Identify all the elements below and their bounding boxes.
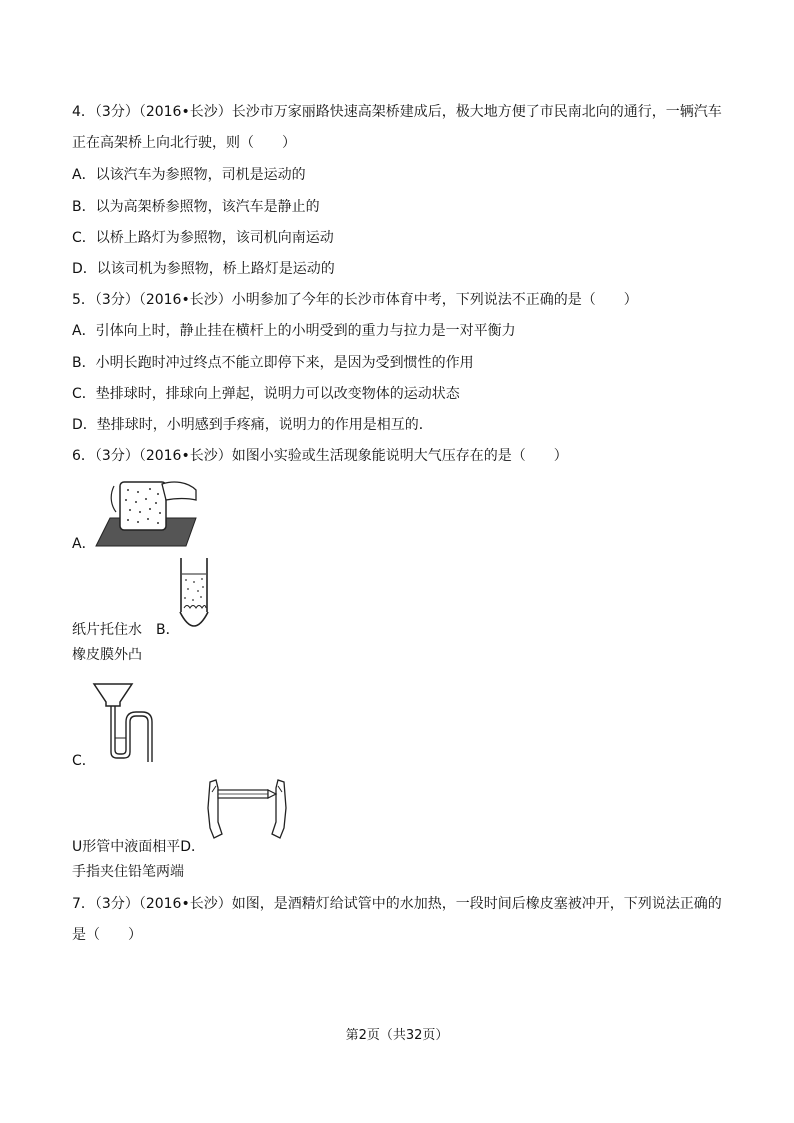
q6-option-b-caption: 橡皮膜外凸 bbox=[72, 647, 142, 663]
q5-stem: 5．（3分）（2016•长沙）小明参加了今年的长沙市体育中考，下列说法不正确的是（ ） bbox=[72, 292, 638, 308]
option-d-letter: D． bbox=[180, 839, 206, 855]
figure-b-rubber-membrane bbox=[176, 556, 212, 632]
q4-option-a: A．以该汽车为参照物，司机是运动的 bbox=[72, 167, 306, 183]
q6-stem: 6．（3分）（2016•长沙）如图小实验或生活现象能说明大气压存在的是（ ） bbox=[72, 448, 568, 464]
q5-option-a: A．引体向上时，静止挂在横杆上的小明受到的重力与拉力是一对平衡力 bbox=[72, 323, 516, 339]
q6-option-c-caption bbox=[72, 838, 205, 856]
q5-option-d: D．垫排球时，小明感到手疼痛，说明力的作用是相互的． bbox=[72, 417, 433, 433]
q5-option-b: B．小明长跑时冲过终点不能立即停下来，是因为受到惯性的作用 bbox=[72, 355, 474, 371]
figure-d-pencil-fingers bbox=[202, 778, 292, 848]
q5-option-c: C．垫排球时，排球向上弹起，说明力可以改变物体的运动状态 bbox=[72, 386, 460, 402]
q4-option-c: C．以桥上路灯为参照物，该司机向南运动 bbox=[72, 230, 334, 246]
q4-stem-line1: 4．（3分）（2016•长沙）长沙市万家丽路快速高架桥建成后，极大地方便了市民南北向的通行，一辆汽车 bbox=[72, 104, 722, 120]
figure-c-u-tube bbox=[92, 678, 164, 766]
q6-option-d-caption: 手指夹住铅笔两端 bbox=[72, 864, 184, 880]
page-footer: 第2页（共32页） bbox=[345, 1028, 449, 1043]
option-b-letter: B． bbox=[156, 622, 180, 638]
caption-a-text: 纸片托住水 bbox=[72, 622, 142, 638]
q7-stem-line1: 7．（3分）（2016•长沙）如图，是酒精灯给试管中的水加热，一段时间后橡皮塞被冲开，下列说法正确的 bbox=[72, 896, 722, 912]
q6-option-a-letter: A． bbox=[72, 536, 96, 552]
q4-stem-line2: 正在高架桥上向北行驶，则（ ） bbox=[72, 135, 296, 151]
q6-option-a-caption bbox=[72, 621, 180, 639]
q4-option-b: B．以为高架桥参照物，该汽车是静止的 bbox=[72, 199, 320, 215]
figure-a-paper-holds-water bbox=[92, 474, 204, 550]
q7-stem-line2: 是（ ） bbox=[72, 927, 142, 943]
q4-option-d: D．以该司机为参照物，桥上路灯是运动的 bbox=[72, 261, 335, 277]
q6-option-c-letter: C． bbox=[72, 753, 96, 769]
caption-c-text: U形管中液面相平 bbox=[72, 839, 181, 855]
